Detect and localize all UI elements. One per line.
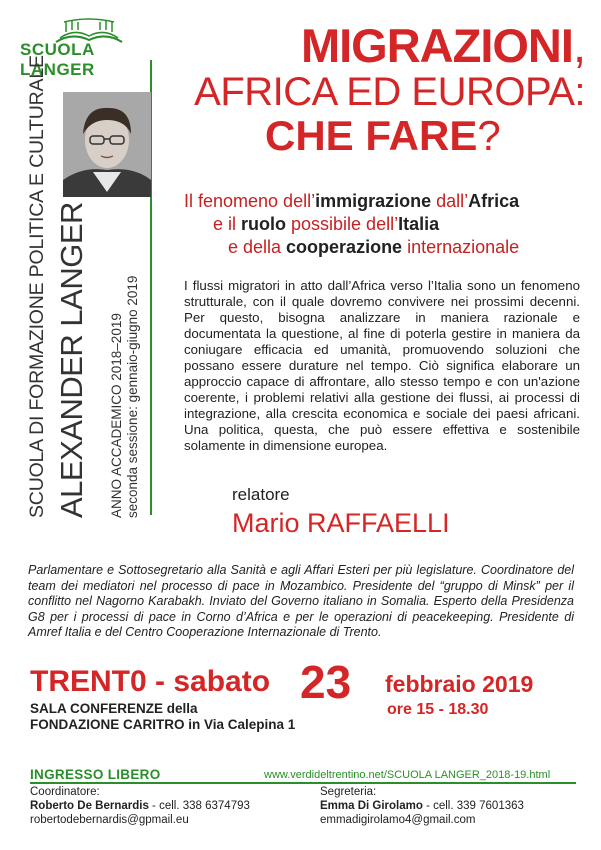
coordinator-label: Coordinatore: [30,786,100,798]
event-month-year: febbraio 2019 [385,671,534,697]
speaker-photo [63,92,151,197]
subtitle-line-3: e della cooperazione internazionale [228,237,520,257]
school-name: SCUOLA DI FORMAZIONE POLITICA E CULTURALE [26,55,48,518]
description-paragraph: I flussi migratori in atto dall’Africa verso l’Italia sono un fenomeno strutturale, con il quale dovremo convivere nei prossimi decenni. Per questo, bisogna analizzare in maniera razionale e documentata la questione, al fine di poterla gestire in maniera da coniugare efficacia ed umanità, promuovendo soluzioni che possano essere durature nel tempo. Ciò significa elaborare un approccio capace di affrontare, allo stesso tempo e con un'azione coerente, i problemi relativi alla gestione dei flussi, ai processi di integrazione, alla crescita economica e sociale dei paesi africani. Una politica, questa, che può essere effettiva e sostenibile solamente in dimensione europea. [184,278,580,453]
secretary-label: Segreteria: [320,786,377,798]
title-line-1: MIGRAZIONI, [300,19,585,72]
title-line-3: CHE FARE? [265,112,501,159]
session-period: seconda sessione: gennaio-giugno 2019 [125,275,140,518]
event-venue [30,701,295,733]
academic-year: ANNO ACCADEMICO 2018–2019 [109,313,124,518]
speaker-bio: Parlamentare e Sottosegretario alla Sanità e agli Affari Esteri per più legislature. Coordinatore del team dei mediatori nel processo di pace in Mozambico. Presidente del “gruppo di Minsk” per il conflitto nel Nagorno Karabakh. Inviato del Governo italiano in Somalia. Esperto della Presidenza G8 per i processi di pace in Corno d’Africa e per le operazioni di peacekeeping. Presidente di Amref Italia e del Centro Cooperazione Internazionale di Trento. [28,563,574,639]
event-hours: ore 15 - 18.30 [387,701,489,718]
green-divider-horizontal [30,782,576,784]
secretary-line: Emma Di Girolamo - cell. 339 7601363 [320,800,524,812]
speaker-label: relatore [232,485,290,504]
venue-line-2: FONDAZIONE CARITRO in Via Calepina 1 [30,717,296,732]
title-line-2: AFRICA ED EUROPA: [194,70,585,114]
school-director-name: ALEXANDER LANGER [54,202,89,518]
secretary-contact [320,785,524,827]
event-date-number: 23 [300,656,352,708]
venue-line-1: SALA CONFERENZE della [30,701,198,716]
free-entry-label: INGRESSO LIBERO [30,767,161,782]
coordinator-line: Roberto De Bernardis - cell. 338 6374793 [30,800,250,812]
subtitle-line-2: e il ruolo possibile dell’Italia [213,214,440,234]
logo-text: SCUOLA LANGER [20,40,95,79]
subtitle-line-1: Il fenomeno dell’immigrazione dall’Africa [184,191,520,211]
event-city-day: TRENT0 - sabato [30,665,271,698]
secretary-email[interactable]: emmadigirolamo4@gmail.com [320,814,476,826]
coordinator-contact [30,785,250,827]
coordinator-email[interactable]: robertodebernardis@gpmail.eu [30,814,189,826]
website-link[interactable]: www.verdideltrentino.net/SCUOLA LANGER_2018-19.html [264,769,551,781]
speaker-name: Mario RAFFAELLI [232,508,450,538]
